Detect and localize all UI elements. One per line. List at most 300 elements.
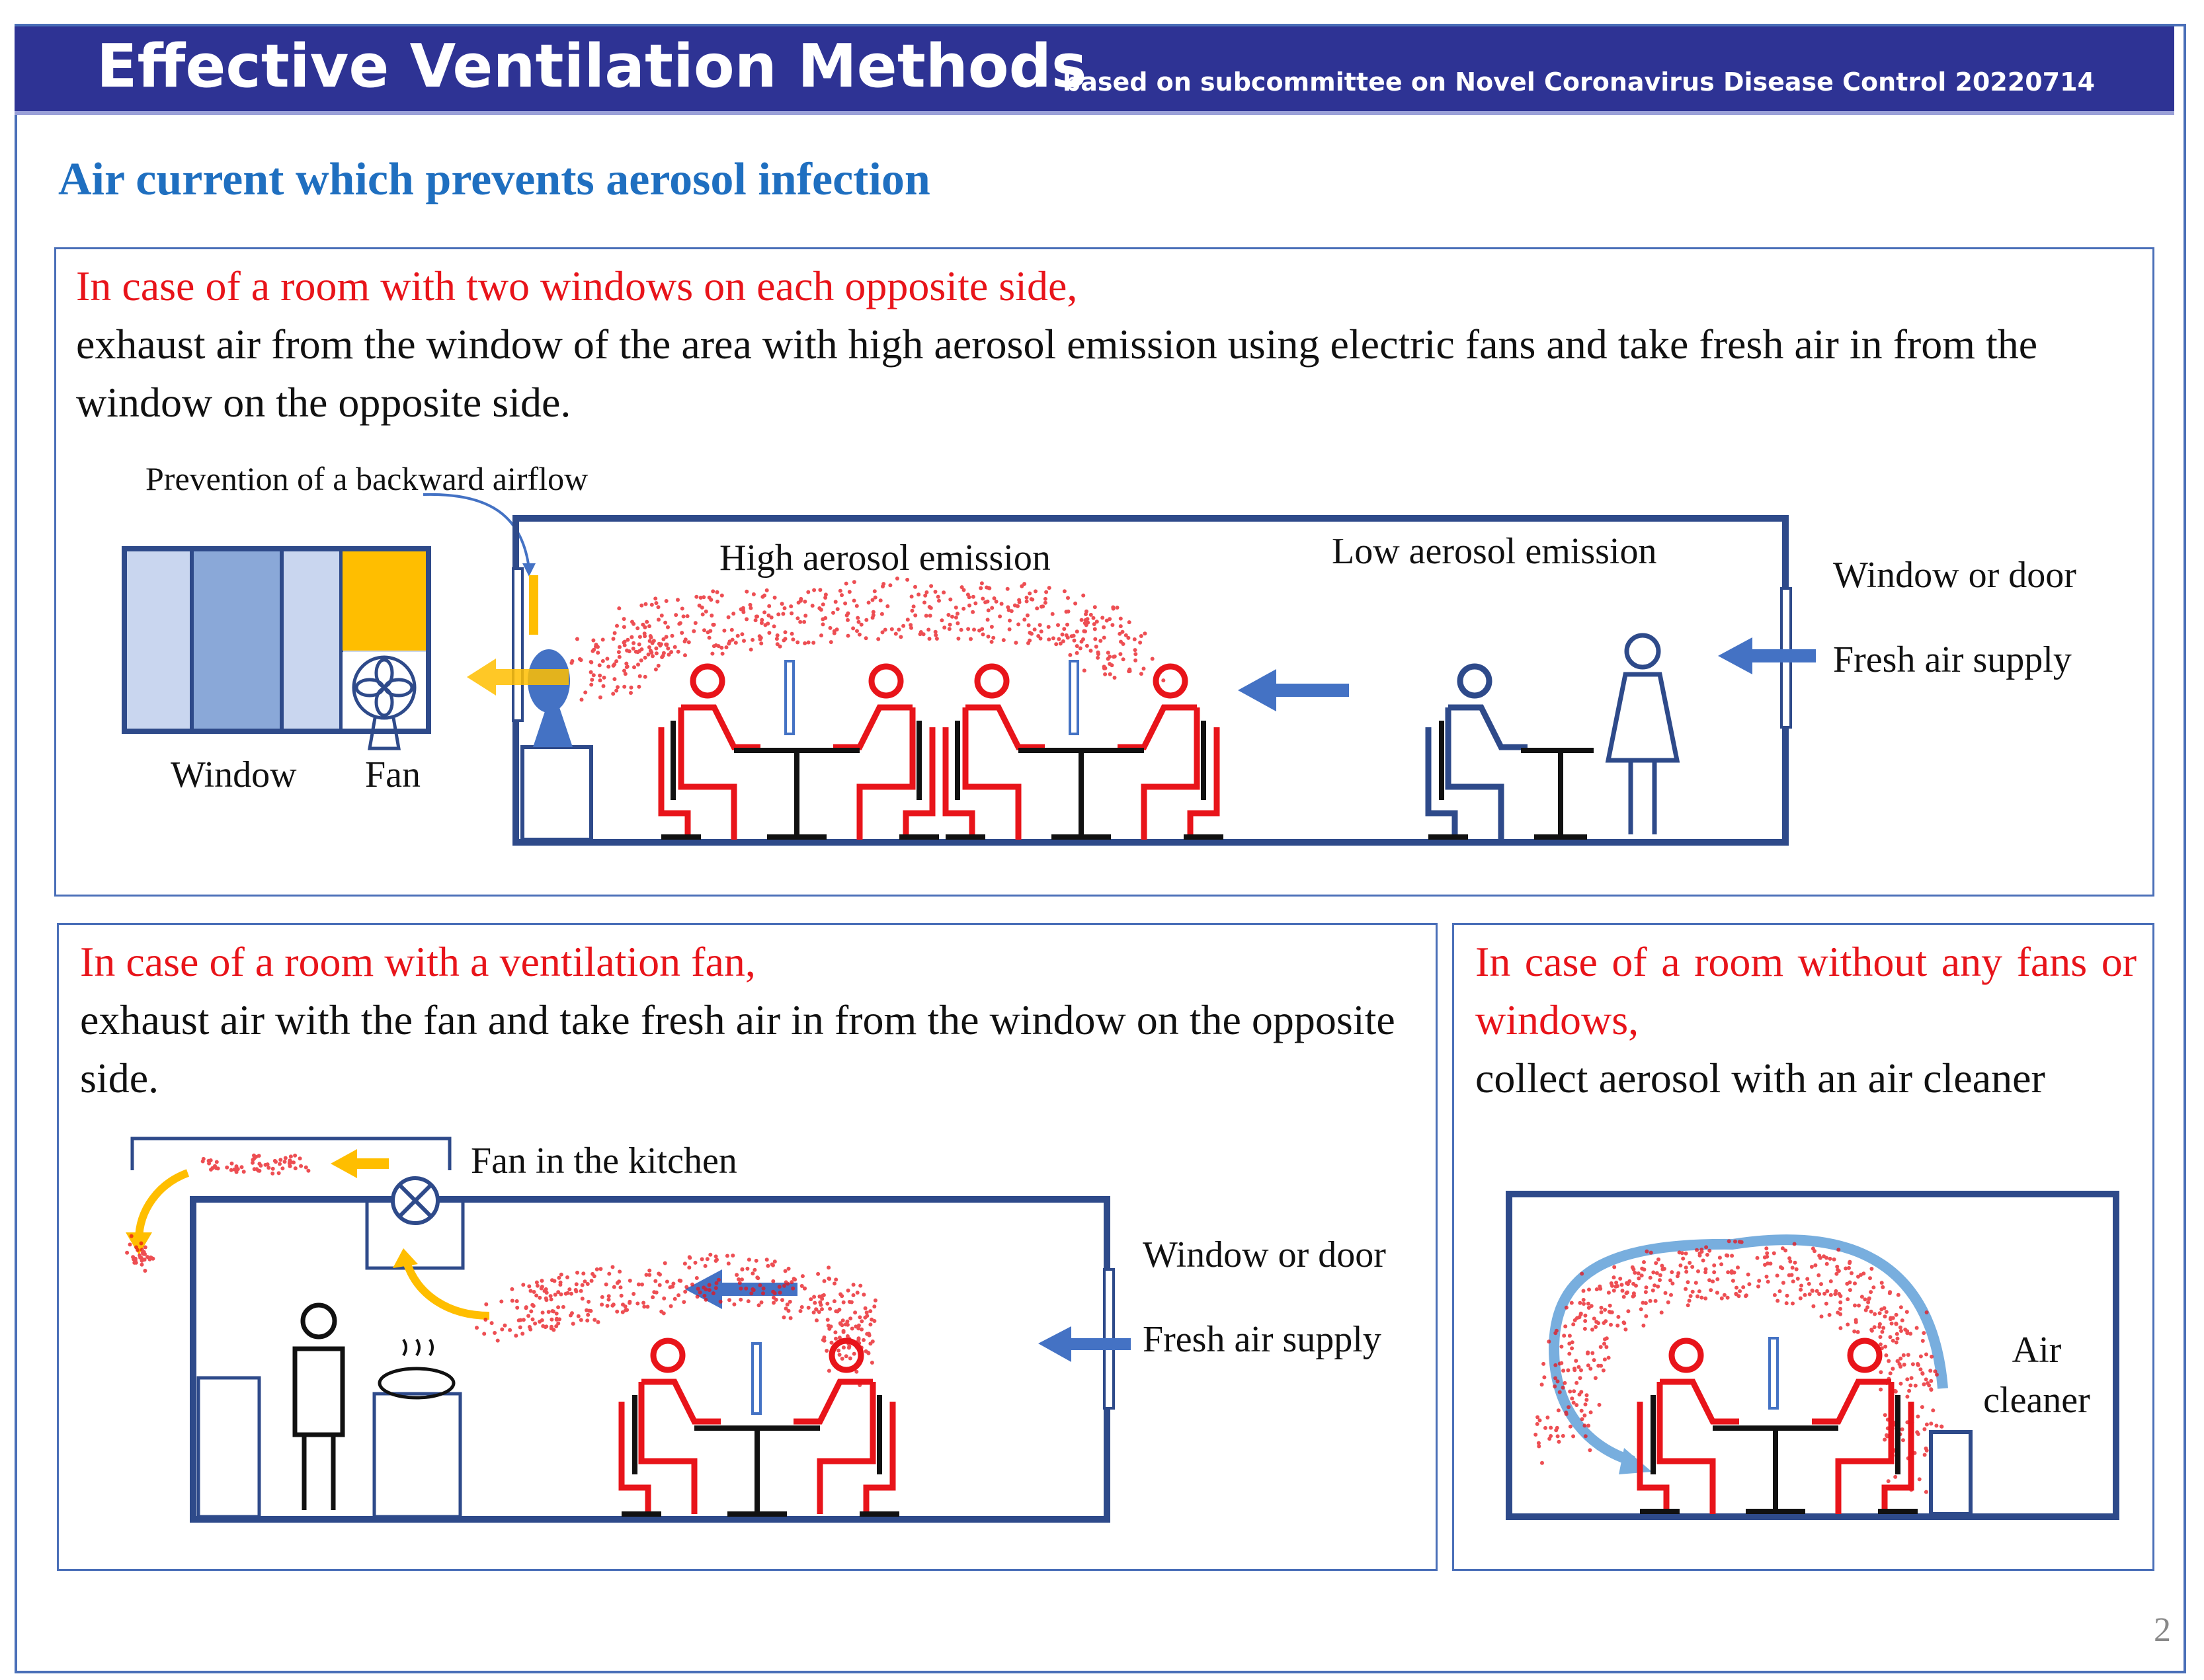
aerosol-dot: [1735, 1286, 1738, 1290]
aerosol-dot: [1846, 1297, 1850, 1301]
aerosol-dot: [923, 594, 927, 598]
aerosol-dot: [1108, 672, 1112, 676]
aerosol-dot: [784, 1306, 788, 1310]
aerosol-dot: [1848, 1288, 1852, 1292]
aerosol-dot: [306, 1169, 310, 1173]
aerosol-dot: [846, 1289, 850, 1293]
aerosol-dot: [772, 624, 776, 628]
aerosol-dot: [833, 1299, 837, 1303]
aerosol-dot: [240, 1165, 244, 1169]
aerosol-dot: [1089, 649, 1093, 653]
aerosol-dot: [971, 595, 975, 599]
aerosol-dot: [758, 1283, 762, 1287]
aerosol-dot: [1093, 637, 1097, 641]
aerosol-dot: [1922, 1331, 1926, 1335]
aerosol-dot: [1563, 1381, 1567, 1385]
aerosol-dot: [1869, 1290, 1873, 1294]
aerosol-dot: [1756, 1285, 1760, 1289]
aerosol-dot: [575, 1271, 579, 1275]
aerosol-dot: [755, 1259, 758, 1263]
aerosol-dot: [1075, 644, 1079, 648]
aerosol-dot: [967, 604, 971, 608]
aerosol-dot: [571, 1322, 575, 1326]
aerosol-dot: [1098, 639, 1102, 643]
aerosol-dot: [1900, 1427, 1904, 1431]
aerosol-dot: [1584, 1402, 1588, 1406]
aerosol-dot: [1603, 1357, 1607, 1361]
aerosol-dot: [858, 633, 862, 637]
aerosol-dot: [621, 1302, 625, 1306]
aerosol-dot: [1828, 1313, 1832, 1317]
aerosol-dot: [1897, 1293, 1900, 1297]
aerosol-dot: [816, 1272, 820, 1276]
aerosol-dot: [702, 628, 706, 632]
aerosol-dot: [828, 1307, 832, 1311]
aerosol-dot: [532, 1304, 536, 1308]
aerosol-dot: [1704, 1267, 1708, 1271]
aerosol-dot: [1727, 1239, 1731, 1243]
aerosol-dot: [1608, 1304, 1612, 1308]
aerosol-dot: [848, 1357, 852, 1361]
aerosol-dot: [829, 640, 833, 644]
aerosol-dot: [1590, 1328, 1594, 1332]
aerosol-dot: [1600, 1306, 1604, 1310]
aerosol-dot: [776, 612, 780, 616]
aerosol-dot: [1883, 1345, 1887, 1349]
aerosol-dot: [680, 607, 684, 611]
aerosol-dot: [647, 645, 651, 649]
aerosol-dot: [1655, 1271, 1659, 1275]
aerosol-dot: [1040, 605, 1043, 609]
aerosol-dot: [1073, 639, 1077, 643]
aerosol-dot: [649, 634, 653, 638]
aerosol-dot: [850, 1300, 854, 1304]
aerosol-cloud-left: [125, 1154, 878, 1387]
aerosol-dot: [543, 1289, 547, 1293]
aerosol-dot: [1808, 1293, 1812, 1297]
aerosol-dot: [1696, 1269, 1700, 1273]
aerosol-dot: [1578, 1301, 1582, 1305]
diner-low-emission: [1428, 666, 1594, 840]
aerosol-dot: [1541, 1362, 1545, 1366]
aerosol-dot: [894, 632, 898, 636]
aerosol-dot: [778, 1285, 782, 1289]
aerosol-dot: [628, 1279, 632, 1283]
aerosol-cloud-right: [1533, 1239, 1948, 1494]
aerosol-dot: [143, 1246, 147, 1250]
aerosol-dot: [1896, 1359, 1900, 1363]
aerosol-dot: [787, 1267, 791, 1271]
aerosol-dot: [801, 1274, 805, 1278]
aerosol-dot: [734, 641, 738, 645]
stove: [374, 1394, 460, 1517]
aerosol-dot: [986, 600, 990, 604]
aerosol-dot: [760, 1300, 764, 1304]
aerosol-dot: [655, 651, 659, 655]
aerosol-dot: [1723, 1293, 1727, 1297]
aerosol-dot: [1676, 1274, 1680, 1278]
aerosol-dot: [745, 1267, 749, 1271]
aerosol-dot: [1133, 648, 1137, 652]
aerosol-dot: [1580, 1409, 1584, 1413]
aerosol-dot: [1025, 600, 1029, 604]
panel-left-heading: In case of a room with a ventilation fan,: [80, 938, 756, 985]
aerosol-dot: [1081, 637, 1085, 641]
aerosol-dot: [1838, 1312, 1842, 1316]
cook-icon: [295, 1305, 343, 1510]
aerosol-dot: [665, 1280, 669, 1284]
aerosol-dot: [1686, 1303, 1690, 1307]
label-window-door-left: Window or door: [1143, 1234, 1386, 1275]
aerosol-dot: [673, 645, 677, 649]
aerosol-dot: [607, 1272, 611, 1276]
aerosol-dot: [1034, 589, 1038, 593]
aerosol-dot: [1604, 1319, 1608, 1323]
aerosol-dot: [500, 1328, 504, 1332]
aerosol-dot: [1008, 619, 1012, 623]
aerosol-dot: [654, 668, 658, 672]
aerosol-dot: [1599, 1364, 1603, 1368]
aerosol-dot: [712, 1291, 715, 1295]
aerosol-dot: [833, 1330, 837, 1334]
aerosol-dot: [946, 613, 950, 617]
aerosol-dot: [885, 604, 889, 608]
aerosol-dot: [1093, 627, 1097, 631]
aerosol-dot: [1066, 636, 1070, 640]
aerosol-dot: [940, 618, 944, 622]
aerosol-dot: [1829, 1279, 1833, 1283]
aerosol-dot: [1582, 1423, 1586, 1427]
backflow-panel: [343, 551, 426, 651]
aerosol-dot: [652, 639, 656, 643]
aerosol-dot: [1819, 1282, 1823, 1286]
aerosol-dot: [617, 606, 621, 610]
aerosol-dot: [592, 673, 596, 677]
aerosol-dot: [1903, 1328, 1907, 1332]
aerosol-dot: [1895, 1313, 1898, 1317]
aerosol-dot: [819, 1303, 823, 1307]
aerosol-dot: [676, 598, 680, 602]
aerosol-dot: [1895, 1341, 1898, 1345]
aerosol-dot: [1073, 602, 1077, 606]
aerosol-dot: [1658, 1273, 1662, 1277]
aerosol-dot: [1057, 637, 1061, 641]
aerosol-dot: [852, 1283, 856, 1287]
aerosol-dot: [1857, 1304, 1861, 1308]
aerosol-dot: [1622, 1320, 1626, 1324]
aerosol-dot: [715, 590, 719, 594]
aerosol-dot: [1686, 1280, 1690, 1284]
aerosol-dot: [727, 616, 731, 620]
aerosol-dot: [629, 691, 633, 695]
aerosol-dot: [657, 664, 661, 668]
aerosol-dot: [1878, 1311, 1882, 1315]
aerosol-dot: [574, 1289, 578, 1293]
aerosol-dot: [843, 602, 847, 606]
aerosol-dot: [569, 1314, 573, 1318]
aerosol-dot: [1666, 1300, 1670, 1304]
aerosol-dot: [956, 637, 960, 641]
aerosol-dot: [1631, 1282, 1635, 1286]
aerosol-dot: [1756, 1256, 1760, 1260]
aerosol-dot: [598, 1267, 602, 1271]
aerosol-dot: [1846, 1322, 1850, 1326]
aerosol-dot: [1614, 1285, 1618, 1289]
aerosol-dot: [747, 1258, 751, 1261]
aerosol-dot: [1533, 1433, 1537, 1437]
aerosol-dot: [1924, 1353, 1928, 1357]
aerosol-dot: [645, 1305, 649, 1309]
aerosol-dot: [881, 630, 885, 634]
aerosol-dot: [587, 1300, 591, 1304]
aerosol-dot: [514, 1334, 518, 1338]
aerosol-dot: [919, 630, 923, 634]
aerosol-dot: [657, 605, 661, 609]
aerosol-dot: [1747, 1282, 1751, 1286]
aerosol-dot: [1066, 596, 1070, 600]
aerosol-dot: [565, 1275, 569, 1279]
aerosol-dot: [619, 1285, 623, 1289]
aerosol-dot: [1025, 596, 1029, 600]
aerosol-dot: [660, 614, 664, 618]
aerosol-dot: [1921, 1339, 1925, 1343]
aerosol-dot: [803, 600, 807, 604]
aerosol-dot: [731, 612, 735, 616]
aerosol-dot: [549, 1294, 553, 1298]
aerosol-dot: [1793, 1261, 1797, 1265]
aerosol-dot: [901, 624, 905, 628]
aerosol-dot: [694, 595, 698, 599]
aerosol-dot: [1640, 1273, 1644, 1277]
aerosol-dot: [1571, 1322, 1575, 1326]
aerosol-dot: [622, 625, 626, 629]
aerosol-dot: [1075, 629, 1079, 633]
aerosol-dot: [632, 665, 636, 669]
aerosol-dot: [601, 638, 605, 642]
aerosol-dot: [913, 614, 917, 618]
aerosol-dot: [639, 604, 643, 608]
aerosol-dot: [1787, 1273, 1791, 1277]
aerosol-dot: [762, 610, 766, 614]
aerosol-dot: [1063, 589, 1067, 593]
aerosol-dot: [780, 1298, 784, 1302]
aerosol-dot: [847, 1346, 851, 1350]
aerosol-dot: [1583, 1314, 1587, 1318]
aerosol-dot: [1744, 1294, 1748, 1298]
aerosol-dot: [136, 1248, 140, 1252]
aerosol-dot: [1924, 1447, 1928, 1451]
aerosol-dot: [607, 1294, 611, 1298]
aerosol-dot: [600, 1302, 604, 1306]
aerosol-dot: [710, 652, 714, 656]
aerosol-dot: [725, 645, 729, 649]
aerosol-dot: [635, 626, 639, 630]
aerosol-dot: [583, 1279, 587, 1283]
aerosol-dot: [601, 659, 605, 663]
aerosol-dot: [980, 581, 984, 585]
aerosol-dot: [1916, 1432, 1920, 1436]
aerosol-dot: [765, 588, 769, 592]
aerosol-dot: [715, 1258, 719, 1261]
aerosol-dot: [929, 584, 933, 588]
aerosol-dot: [612, 1285, 616, 1289]
aerosol-dot: [823, 1279, 827, 1283]
aerosol-dot: [647, 1269, 651, 1273]
aerosol-dot: [1868, 1276, 1872, 1280]
aerosol-dot: [1586, 1363, 1590, 1367]
aerosol-dot: [1556, 1434, 1560, 1438]
aerosol-dot: [708, 1253, 712, 1257]
aerosol-dot: [1829, 1293, 1833, 1297]
aerosol-dot: [1885, 1310, 1889, 1314]
aerosol-dot: [683, 653, 687, 657]
aerosol-dot: [1047, 637, 1051, 641]
aerosol-dot: [628, 649, 632, 653]
kitchen-counter: [198, 1378, 259, 1517]
aerosol-dot: [924, 614, 928, 618]
aerosol-dot: [1590, 1304, 1594, 1308]
label-high-emission: High aerosol emission: [719, 538, 1051, 579]
aerosol-dot: [790, 612, 794, 616]
aerosol-dot: [632, 641, 635, 645]
aerosol-dot: [759, 641, 763, 645]
aerosol-dot: [658, 1273, 662, 1277]
aerosol-dot: [956, 621, 959, 625]
aerosol-dot: [233, 1168, 237, 1172]
aerosol-dot: [1000, 602, 1004, 606]
aerosol-dot: [827, 1277, 831, 1281]
aerosol-dot: [1592, 1316, 1596, 1320]
aerosol-dot: [1930, 1388, 1934, 1392]
aerosol-dot: [1014, 641, 1018, 645]
aerosol-dot: [1664, 1291, 1668, 1295]
aerosol-dot: [1901, 1438, 1905, 1442]
aerosol-dot: [1891, 1316, 1895, 1320]
aerosol-dot: [612, 1302, 616, 1306]
aerosol-dot: [745, 618, 749, 621]
aerosol-dot: [1730, 1269, 1734, 1273]
aerosol-dot: [759, 636, 763, 640]
aerosol-dot: [862, 1293, 866, 1297]
aerosol-dot: [1678, 1263, 1682, 1267]
aerosol-dot: [741, 610, 745, 614]
aerosol-dot: [766, 1264, 770, 1268]
aerosol-dot: [1788, 1260, 1792, 1263]
aerosol-dot: [604, 1283, 608, 1287]
aerosol-dot: [618, 645, 622, 649]
aerosol-dot: [928, 637, 932, 641]
aerosol-dot: [732, 1302, 736, 1306]
aerosol-dot: [1899, 1382, 1903, 1386]
aerosol-dot: [622, 685, 626, 689]
aerosol-dot: [1084, 610, 1088, 614]
aerosol-dot: [1820, 1314, 1824, 1318]
aerosol-dot: [1866, 1300, 1870, 1304]
aerosol-dot: [1654, 1299, 1658, 1303]
aerosol-dot: [1908, 1383, 1912, 1387]
aerosol-dot: [598, 696, 602, 700]
aerosol-dot: [719, 1300, 723, 1304]
aerosol-dot: [948, 598, 952, 602]
aerosol-dot: [683, 639, 687, 643]
aerosol-dot: [1612, 1289, 1616, 1293]
aerosol-dot: [637, 643, 641, 647]
aerosol-dot: [710, 614, 714, 618]
aerosol-dot: [1791, 1302, 1795, 1306]
aerosol-dot: [606, 1304, 610, 1308]
aerosol-dot: [266, 1162, 270, 1166]
aerosol-dot: [1553, 1363, 1557, 1367]
aerosol-dot: [1684, 1265, 1688, 1269]
aerosol-dot: [972, 627, 976, 631]
aerosol-dot: [760, 621, 764, 625]
page-number: 2: [2154, 1611, 2171, 1649]
aerosol-dot: [529, 1289, 533, 1293]
aerosol-dot: [1588, 1448, 1592, 1452]
aerosol-dot: [727, 642, 731, 646]
aerosol-dot: [1028, 631, 1032, 635]
aerosol-dot: [639, 647, 643, 651]
aerosol-dot: [1707, 1278, 1711, 1282]
aerosol-dot: [1127, 620, 1131, 624]
aerosol-dot: [1108, 617, 1112, 621]
aerosol-dot: [709, 598, 713, 602]
aerosol-dot: [1568, 1334, 1572, 1338]
aerosol-dot: [1607, 1291, 1611, 1295]
aerosol-dot: [538, 1296, 542, 1300]
aerosol-dot: [868, 1322, 872, 1326]
aerosol-dot: [1896, 1337, 1900, 1341]
aerosol-dot: [1577, 1365, 1581, 1369]
aerosol-dot: [294, 1166, 298, 1170]
aerosol-dot: [1906, 1353, 1910, 1357]
aerosol-dot: [1084, 623, 1088, 627]
aerosol-dot: [1649, 1299, 1653, 1303]
aerosol-dot: [909, 626, 913, 630]
aerosol-dot: [819, 633, 823, 637]
aerosol-dot: [1703, 1297, 1707, 1300]
aerosol-dot: [640, 1283, 644, 1287]
aerosol-dot: [1569, 1425, 1572, 1429]
aerosol-dot: [612, 637, 616, 641]
aerosol-dot: [1642, 1260, 1646, 1264]
aerosol-dot: [1726, 1296, 1730, 1300]
aerosol-dot: [499, 1300, 503, 1304]
aerosol-dot: [1910, 1376, 1914, 1380]
aerosol-dot: [1861, 1271, 1865, 1275]
aerosol-dot: [1553, 1384, 1557, 1388]
aerosol-dot: [1920, 1371, 1924, 1375]
fresh-air-arrow-left: [1038, 1326, 1131, 1362]
aerosol-dot: [789, 604, 793, 608]
aerosol-dot: [1887, 1359, 1891, 1363]
aerosol-dot: [784, 1269, 788, 1273]
aerosol-dot: [1698, 1254, 1702, 1258]
aerosol-dot: [1043, 601, 1047, 605]
aerosol-dot: [1905, 1310, 1909, 1314]
aerosol-dot: [1856, 1275, 1860, 1279]
aerosol-dot: [821, 602, 825, 606]
aerosol-dot: [1879, 1335, 1883, 1339]
aerosol-dot: [1103, 672, 1107, 676]
aerosol-dot: [874, 1299, 878, 1302]
aerosol-dot: [1725, 1254, 1729, 1258]
aerosol-dot: [1653, 1283, 1656, 1287]
aerosol-dot: [1586, 1351, 1590, 1355]
aerosol-dot: [526, 1314, 530, 1318]
aerosol-dot: [1620, 1283, 1624, 1287]
aerosol-dot: [1094, 645, 1098, 649]
